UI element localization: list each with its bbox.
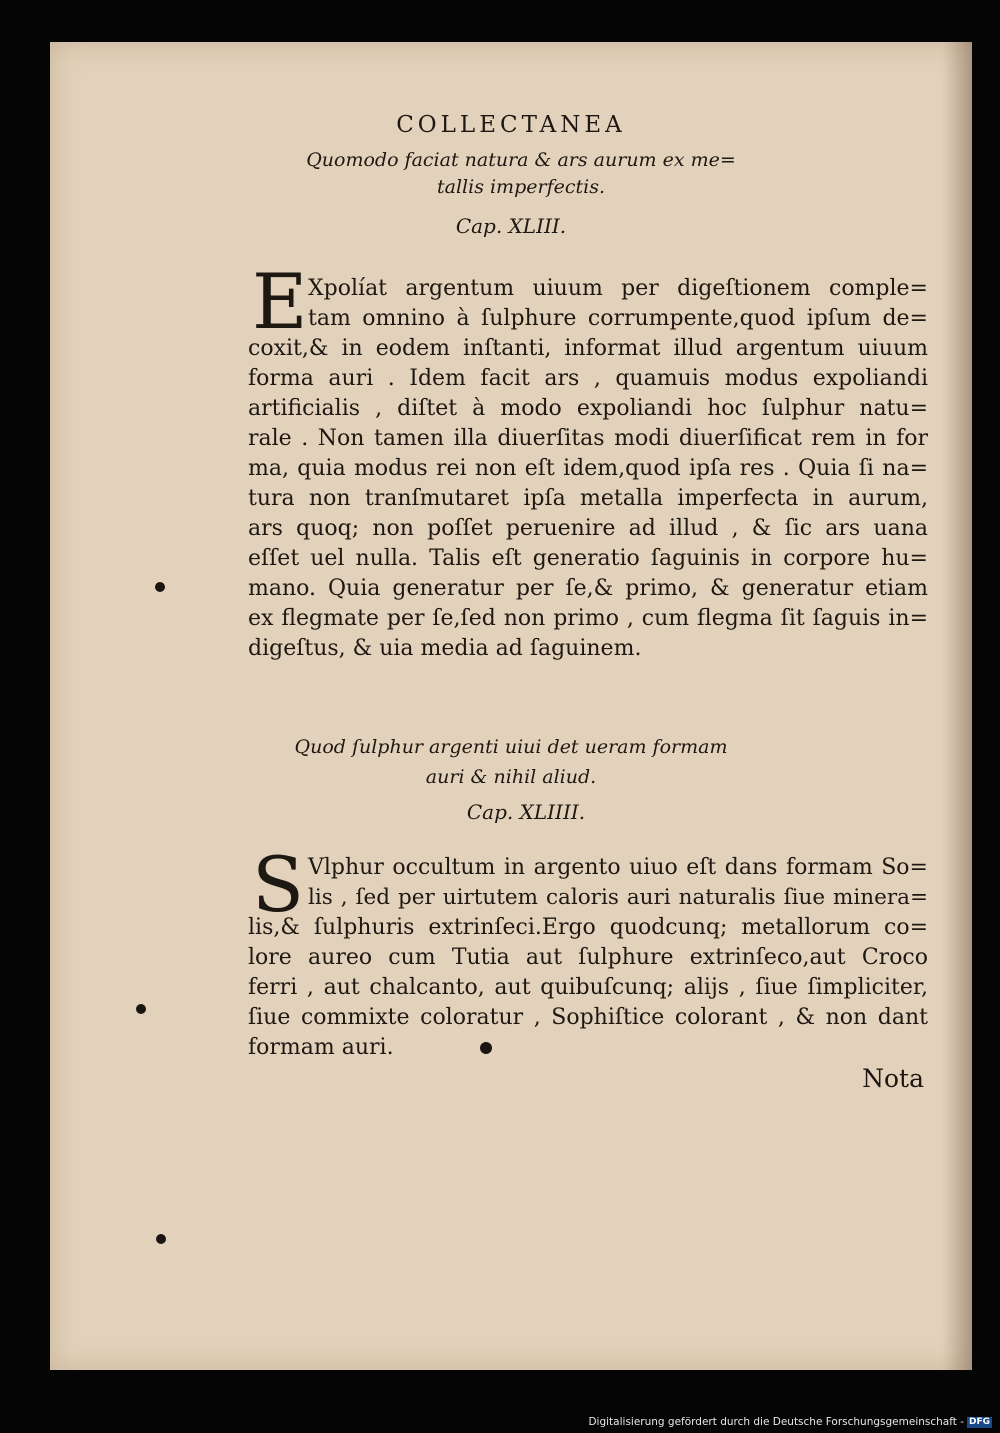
chapter-44-body [248,853,928,1063]
chapter-43-line: ars quoq; non poſſet peruenire ad illud , & ſic ars uana [248,516,928,541]
chapter-43-line: artificialis , diſtet à modo expoliandi hoc ſulphur natu= [248,396,928,421]
chapter-43-body [248,274,928,664]
chapter-43-line: coxit,& in eodem inſtanti, informat illud argentum uiuum [248,336,928,361]
chapter-43-number: Cap. XLIII. [455,214,567,238]
chapter-43-drop-initial: E [252,257,308,346]
chapter-44-title-line2: auri & nihil aliud. [425,766,597,788]
chapter-44-line: ferri , aut chalcanto, aut quibuſcunq; alijs , ſiue ſimpliciter, [248,975,928,1000]
chapter-44-line: Vlphur occultum in argento uiuo eſt dans formam So= [308,855,928,880]
book-page [50,42,972,1370]
dfg-logo: DFG [968,1416,990,1427]
chapter-43-line: digeſtus, & uia media ad ſaguinem. [248,636,642,661]
chapter-43-line: ex flegmate per ſe,ſed non primo , cum flegma ſit ſaguis in= [248,606,928,631]
binding-hole [156,1234,166,1244]
chapter-44-line: lore aureo cum Tutia aut ſulphure extrinſeco,aut Croco [248,945,928,970]
binding-hole [155,582,165,592]
chapter-43-title-line1: Quomodo faciat natura & ars aurum ex me= [306,149,736,171]
chapter-43-line: tura non tranſmutaret ipſa metalla imperfecta in aurum, [248,486,928,511]
chapter-43-line: Xpolíat argentum uiuum per digeſtionem comple= [308,276,928,301]
chapter-43-title-line2: tallis imperfectis. [437,176,605,198]
chapter-44-number: Cap. XLIIII. [466,800,586,824]
running-head: COLLECTANEA [396,112,626,138]
chapter-43-title [50,147,972,201]
chapter-43-line: ma, quia modus rei non eſt idem,quod ipſa res . Quia ſi na= [248,456,928,481]
chapter-44-drop-initial: S [252,840,305,929]
chapter-43-line: rale . Non tamen illa diuerſitas modi diuerſificat rem in for [248,426,928,451]
chapter-44-title [50,732,972,792]
chapter-44-line: ſiue commixte coloratur , Sophiſtice colorant , & non dant [248,1005,928,1030]
page-spine-shadow [942,42,972,1370]
ink-speck [480,1042,492,1054]
digitization-credit [588,1416,992,1428]
chapter-43-line: forma auri . Idem facit ars , quamuis modus expoliandi [248,366,928,391]
chapter-43-line: eſſet uel nulla. Talis eſt generatio ſaguinis in corpore hu= [248,546,928,571]
catchword: Nota [862,1064,924,1093]
chapter-44-line: lis,& ſulphuris extrinſeci.Ergo quodcunq; metallorum co= [248,915,928,940]
chapter-43-line: tam omnino à ſulphure corrumpente,quod ipſum de= [308,306,928,331]
chapter-44-title-line1: Quod ſulphur argenti uiui det ueram formam [294,736,728,758]
binding-hole [136,1004,146,1014]
credit-text: Digitalisierung gefördert durch die Deutsche Forschungsgemeinschaft - [588,1416,964,1428]
chapter-43-line: mano. Quia generatur per ſe,& primo, & generatur etiam [248,576,928,601]
chapter-44-line: formam auri. [248,1035,394,1060]
chapter-44-line: lis , ſed per uirtutem caloris auri naturalis ſiue minera= [308,885,928,910]
